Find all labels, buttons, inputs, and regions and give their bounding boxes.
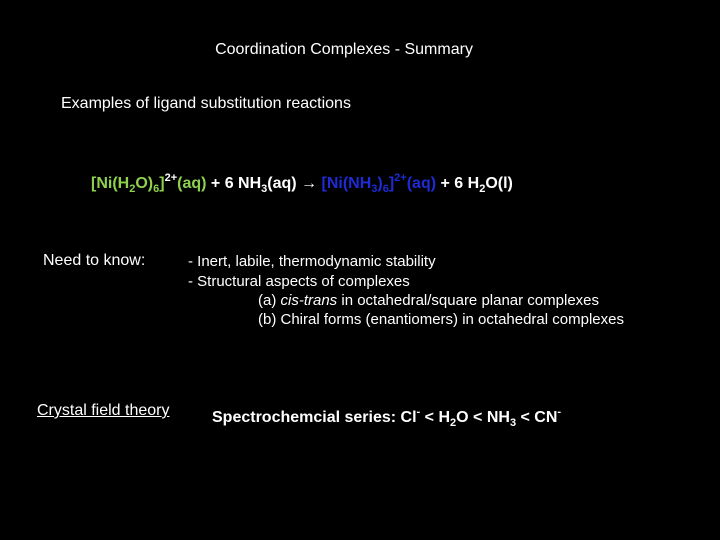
need-to-know-label: Need to know: <box>43 252 146 269</box>
list-item: - Inert, labile, thermodynamic stability <box>188 253 436 270</box>
substitution-equation <box>91 172 513 195</box>
water-term: + 6 $H_2O(l)$ <box>436 175 513 195</box>
arrow-icon: → <box>301 175 318 192</box>
reactant-complex: $[Ni(H_2O)_6]^{2+}(aq)$ <box>91 172 207 195</box>
spectrochemical-series: Spectrochemcial series: $Cl^- < H_2O < NH_3 < CN^-$ <box>212 406 562 429</box>
crystal-field-theory-link[interactable]: Crystal field theory <box>37 402 170 419</box>
slide-title: Coordination Complexes - Summary <box>215 41 473 58</box>
list-item: (a) cis-trans in octahedral/square planar complexes <box>258 292 600 309</box>
ammonia-term: + 6 $NH_3(aq)$ <box>206 175 302 195</box>
list-item: (b) Chiral forms (enantiomers) in octahedral complexes <box>258 311 624 328</box>
product-complex: $[Ni(NH_3)_6]^{2+}(aq)$ <box>317 172 437 195</box>
list-item: - Structural aspects of complexes <box>188 273 410 290</box>
section-subtitle: Examples of ligand substitution reactions <box>61 95 351 112</box>
